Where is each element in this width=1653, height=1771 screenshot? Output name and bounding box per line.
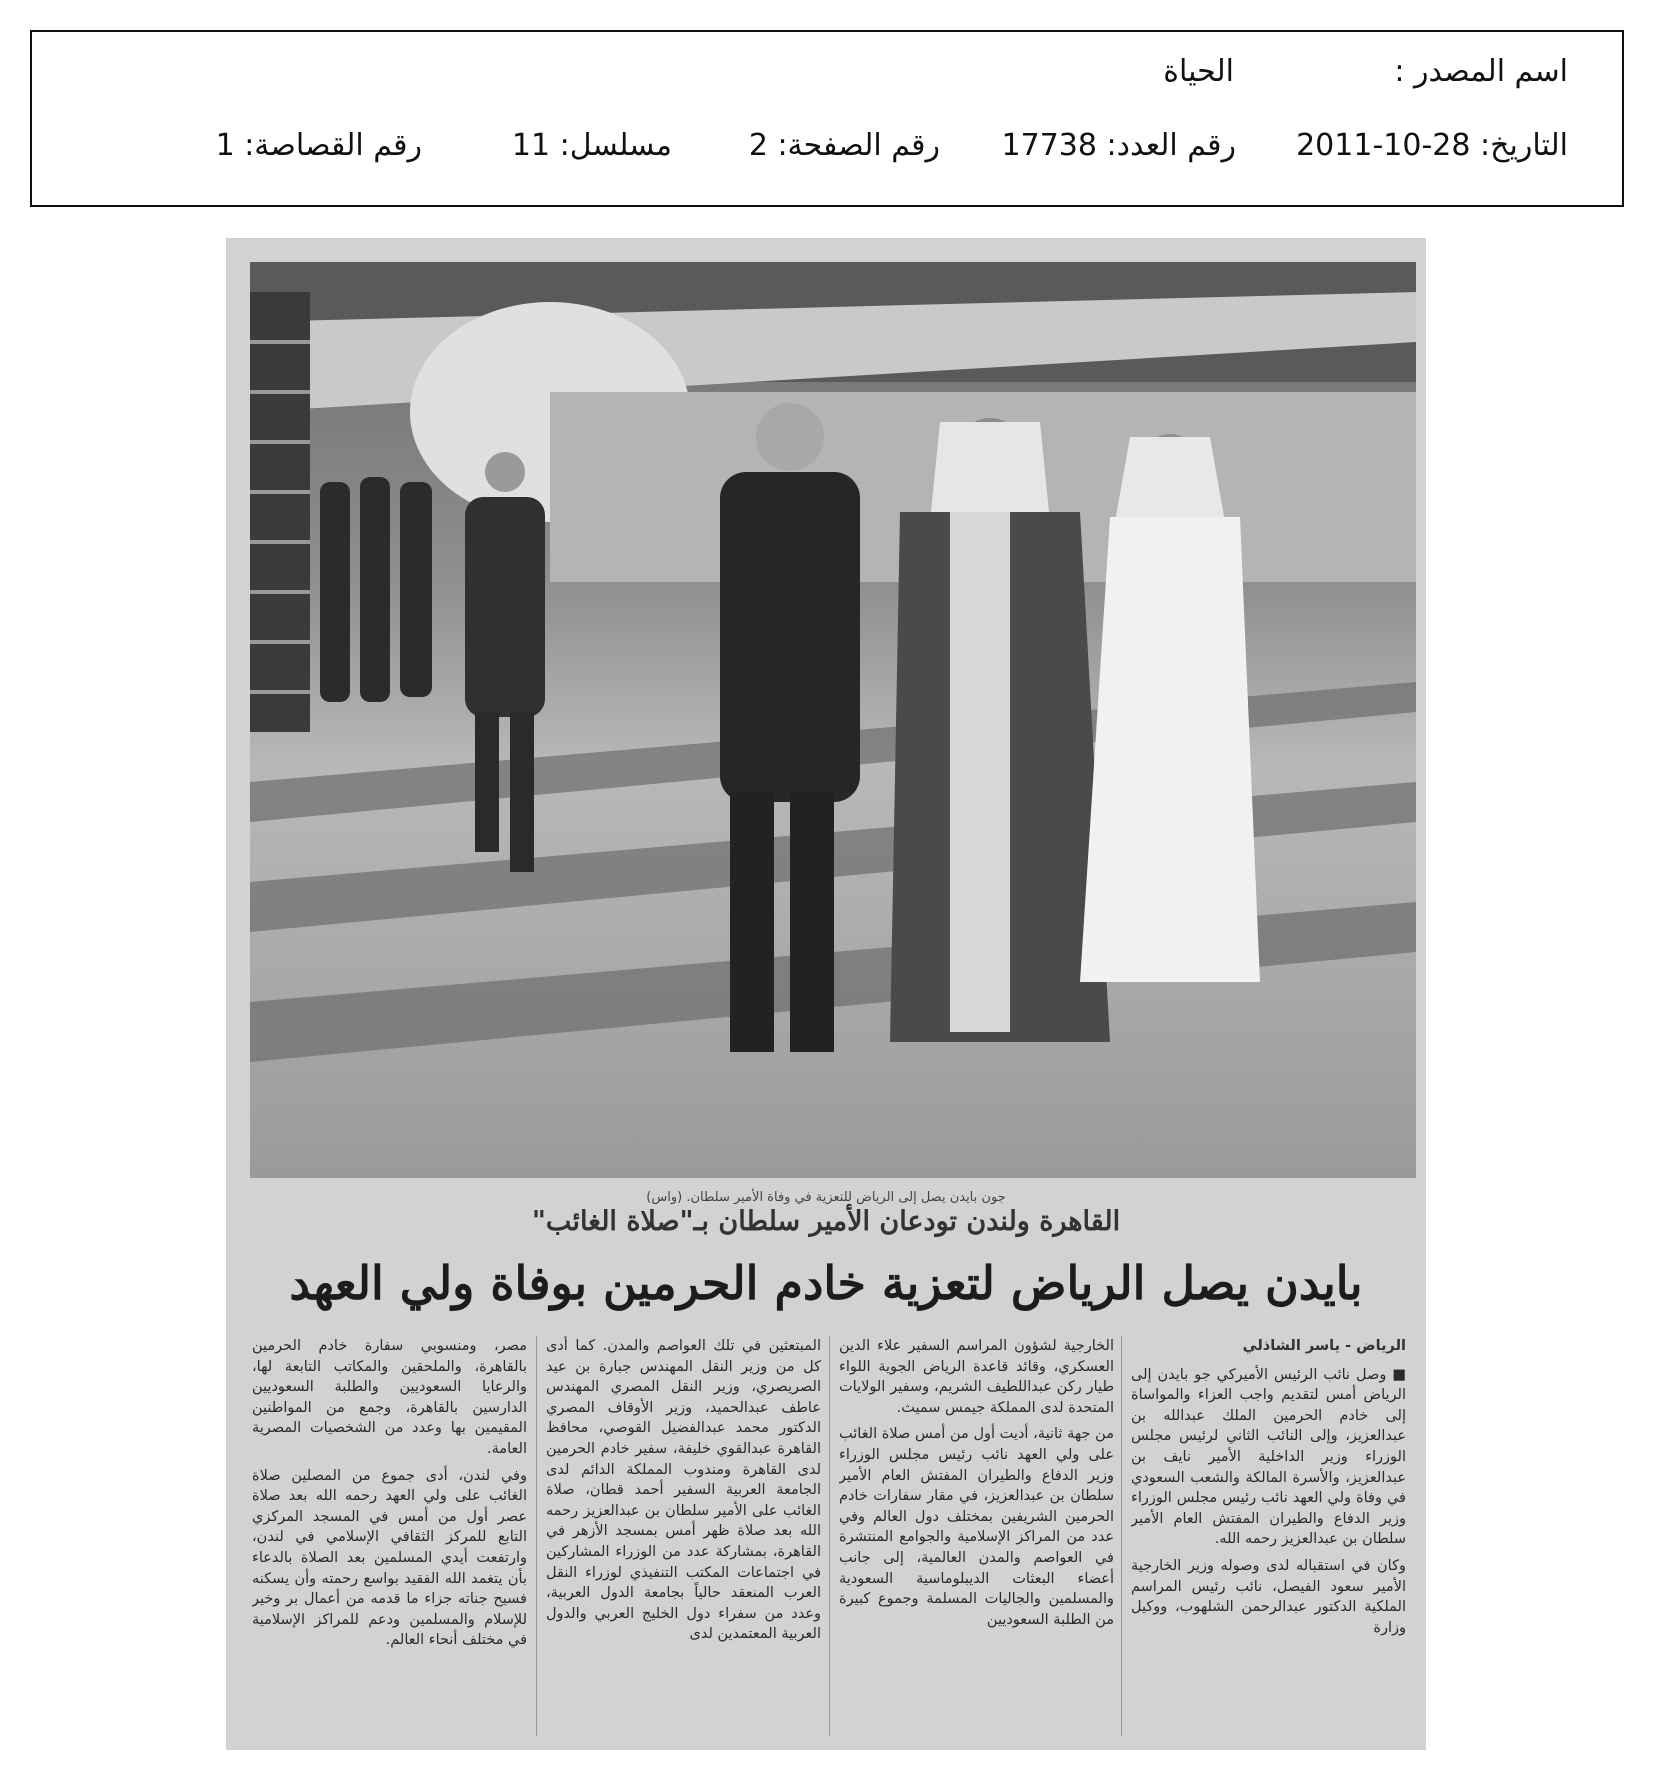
paragraph: مصر، ومنسوبي سفارة خادم الحرمين بالقاهرة، والملحقين والمكاتب التابعة لها، والرعايا السعوديين والطلبة السعوديين الدارسين بالقاهرة، وجمع من المواطنين المقيمين بها وعدد من الشخصيات المصرية العامة.	[252, 1338, 527, 1457]
paragraph: وكان في استقباله لدى وصوله وزير الخارجية الأمير سعود الفيصل، نائب رئيس المراسم الملكية الدكتور عبدالرحمن الشلهوب، ووكيل وزارة	[1131, 1557, 1406, 1636]
newspaper-clipping	[226, 238, 1426, 1750]
paragraph: ■ وصل نائب الرئيس الأميركي جو بايدن إلى الرياض أمس لتقديم واجب العزاء والمواساة إلى خادم الحرمين الملك عبدالله بن عبدالعزيز، وإلى النائب الثاني لرئيس مجلس الوزراء وزير الداخلية الأمير نايف بن عبدالعزيز، والأسرة المالكة والشعب السعودي في وفاة ولي العهد نائب رئيس مجلس الوزراء وزير الدفاع والطيران المفتش العام الأمير سلطان بن عبدالعزيز رحمه الله.	[1131, 1366, 1406, 1548]
article-subheadline: القاهرة ولندن تودعان الأمير سلطان بـ"صلاة الغائب"	[531, 1206, 1121, 1237]
date-field: التاريخ: 28-10-2011	[1296, 128, 1568, 163]
article-headline: بايدن يصل الرياض لتعزية خادم الحرمين بوفاة ولي العهد	[289, 1256, 1363, 1310]
page-number: رقم الصفحة: 2	[748, 128, 940, 163]
serial-number: مسلسل: 11	[511, 128, 672, 163]
article-column-3	[546, 1336, 821, 1746]
paragraph: المبتعثين في تلك العواصم والمدن. كما أدى كل من وزير النقل المهندس جبارة بن عيد الصريصري، وزير النقل المصري المهندس عاطف عبدالحميد، وزير الأوقاف المصري الدكتور محمد عبدالفضيل القوصي، محافظ القاهرة عبدالقوي خليفة، سفير خادم الحرمين لدى القاهرة ومندوب المملكة الدائم لدى الجامعة العربية السفير أحمد قطان، صلاة الغائب على الأمير سلطان بن عبدالعزيز رحمه الله بعد صلاة ظهر أمس بمسجد الأزهر في القاهرة، بمشاركة عدد من الوزراء المشاركين في اجتماعات المكتب التنفيذي لوزراء النقل العرب المنعقد حالياً بجامعة الدول العربية، وعدد من سفراء دول الخليج العربي والدول العربية المعتمدين لدى	[546, 1338, 821, 1643]
news-photo	[250, 262, 1416, 1178]
photo-caption: جون بايدن يصل إلى الرياض للتعزية في وفاة الأمير سلطان. (واس)	[646, 1190, 1006, 1205]
article-column-4	[252, 1336, 527, 1746]
column-divider	[1121, 1336, 1122, 1736]
paragraph: من جهة ثانية، أديت أول من أمس صلاة الغائب على ولي العهد نائب رئيس مجلس الوزراء وزير الدفاع والطيران المفتش العام الأمير سلطان بن عبدالعزيز، في مقار سفارات خادم الحرمين الشريفين بمختلف دول العالم وفي عدد من المراكز الإسلامية والجوامع المنتشرة في العواصم والمدن العالمية، إلى جانب أعضاء البعثات الديبلوماسية السعودية والمسلمين والجاليات المسلمة وجموع كبيرة من الطلبة السعوديين	[839, 1426, 1114, 1628]
source-value: الحياة	[1163, 54, 1234, 89]
byline: الرياض - ياسر الشاذلي	[1242, 1338, 1406, 1354]
article-column-2	[839, 1336, 1114, 1746]
clip-number: رقم القصاصة: 1	[215, 128, 422, 163]
paragraph: الخارجية لشؤون المراسم السفير علاء الدين العسكري، وقائد قاعدة الرياض الجوية اللواء طيار ركن عبداللطيف الشريم، وسفير الولايات المتحدة لدى المملكة جيمس سميث.	[839, 1338, 1114, 1416]
column-divider	[829, 1336, 830, 1736]
issue-number: رقم العدد: 17738	[1001, 128, 1236, 163]
photo-illustration	[250, 262, 1416, 1178]
metadata-box	[30, 30, 1624, 207]
article-column-1	[1131, 1336, 1406, 1746]
source-label: اسم المصدر :	[1394, 54, 1568, 89]
column-divider	[536, 1336, 537, 1736]
paragraph: وفي لندن، أدى جموع من المصلين صلاة الغائب على ولي العهد رحمه الله بعد صلاة عصر أول من أمس في المسجد المركزي التابع للمركز الثقافي الإسلامي في لندن، وارتفعت أيدي المسلمين بعد الصلاة بالدعاء بأن يتغمد الله الفقيد بواسع رحمته وأن يسكنه فسيح جناته جزاء ما قدمه من أعمال بر وخير للإسلام والمسلمين ودعم للمراكز الإسلامية في مختلف أنحاء العالم.	[252, 1467, 527, 1649]
